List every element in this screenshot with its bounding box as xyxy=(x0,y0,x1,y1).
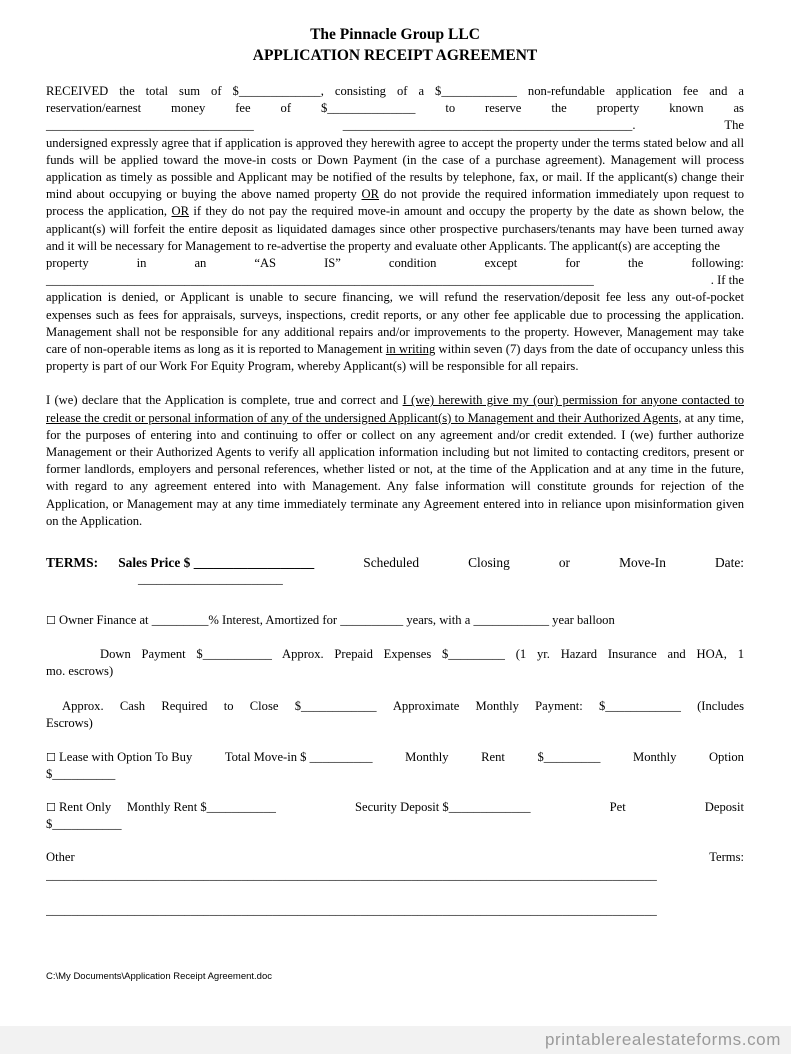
received-line-2: reservation/earnest money fee of $______________ to reserve the property known as xyxy=(46,101,744,116)
received-line-1: RECEIVED the total sum of $_____________, consisting of a $____________ non-refundable application fee and a xyxy=(46,84,744,98)
down-payment-line-2: mo. escrows) xyxy=(46,663,114,678)
terms-label: TERMS: xyxy=(46,555,99,571)
checkbox-icon[interactable]: ☐ xyxy=(46,800,56,814)
lease-block xyxy=(46,749,744,783)
received-body-2: application is denied, or Applicant is unable to secure financing, we will refund the reservation/deposit fee less any out-of-pocket expenses such as fees for appraisals, surveys, inspections, credit reports, or any other fee applicable due to processing the application. Management shall not be responsible for any additional repairs and/or improvements to the property. However, Management may take care of non-operable items as long as it is reported to Management in writing within seven (7) days from the date of occupancy unless this property is part of our Work For Equity Program, whereby Applicant(s) will be responsible for all repairs. xyxy=(46,290,744,374)
date-label: Date: xyxy=(714,555,744,571)
lease-line-2: $__________ xyxy=(46,766,116,781)
move-in-label: Move-In xyxy=(619,555,666,571)
other-field-2[interactable]: _________________________________________________________________________________________________ xyxy=(46,902,657,917)
move-in-date-field[interactable]: _______________________ xyxy=(138,572,283,587)
closing-label: Closing xyxy=(468,555,510,571)
received-line-as-is: property in an “AS IS” condition except for the following: xyxy=(46,256,744,271)
checkbox-icon[interactable]: ☐ xyxy=(46,614,56,628)
document-page xyxy=(46,24,744,919)
cash-line: Approx. Cash Required to Close $____________ Approximate Monthly Payment: $____________ (Includes xyxy=(62,699,744,714)
owner-finance-row xyxy=(46,612,744,629)
sales-price-field[interactable]: __________________ xyxy=(193,555,315,571)
other-block xyxy=(46,849,744,919)
owner-finance-line: Owner Finance at _________% Interest, Amortized for __________ years, with a ____________ year balloon xyxy=(59,613,615,628)
document-title: APPLICATION RECEIPT AGREEMENT xyxy=(252,47,538,64)
paragraph-declaration: I (we) declare that the Application is complete, true and correct and I (we) herewith give my (our) permission for anyone contacted to release the credit or personal information of any of the undersigned Applicant(s) to Management and their Authorized Agents, at any time, for the purposes of entering into and continuing to offer or collect on any agreement and/or credit extended. I (we) further authorize Management or their Authorized Agents to verify all application information including but not limited to contacting creditors, present or former landlords, employers and personal references, whether listed or not, at the time of the Application and at any time in the future, with regard to any agreement entered into with Management. Any false information will constitute grounds for rejection of the Application, or Management may at any time immediately terminate any Agreement entered into in reliance upon misinformation given on the Application. xyxy=(46,393,745,528)
lease-line: ☐ Lease with Option To Buy Total Move-in $ __________ Monthly Rent $_________ Monthly Option xyxy=(46,749,744,766)
company-name: The Pinnacle Group LLC xyxy=(310,26,480,43)
scheduled-label: Scheduled xyxy=(363,555,420,571)
rent-line: ☐ Rent Only Monthly Rent $___________ Security Deposit $_____________ Pet Deposit xyxy=(46,799,744,816)
received-line-3: _________________________________ ______________________________________________. The xyxy=(46,118,744,133)
received-line-following: _______________________________________________________________________________________ . If the xyxy=(46,273,744,288)
checkbox-icon[interactable]: ☐ xyxy=(46,750,56,764)
other-label: Other xyxy=(46,850,75,865)
down-payment-block xyxy=(46,646,744,680)
paragraph-received xyxy=(46,83,744,375)
rent-block xyxy=(46,799,744,833)
cash-line-2: Escrows) xyxy=(46,716,93,731)
or-label: or xyxy=(558,555,570,571)
received-body-1: undersigned expressly agree that if application is approved they herewith agree to accept the property under the terms stated below and all funds will be applied toward the move-in costs or Down Payment (in the case of a purchase agreement). Management will process application as timely as possible and Applicant may be notified of the results by telephone, fax, or mail. If the applicant(s) change their mind about occupying or buying the above named property OR do not provide the required information immediately upon request to process the application, OR if they do not pay the required move-in amount and occupy the property by the date as shown below, the applicant(s) will forfeit the entire deposit as liquidated damages since other prospective purchasers/tenants may have been turned away and it will be necessary for Management to re-advertise the property and evaluate other Applicants. The applicant(s) are accepting the xyxy=(46,135,744,253)
other-line xyxy=(46,849,744,866)
down-payment-line: Down Payment $___________ Approx. Prepaid Expenses $_________ (1 yr. Hazard Insurance and HOA, 1 xyxy=(100,646,744,661)
file-path: C:\My Documents\Application Receipt Agreement.doc xyxy=(46,971,272,982)
sales-price-label: Sales Price $ xyxy=(118,555,191,571)
rent-line-2: $___________ xyxy=(46,817,122,832)
terms-label-2: Terms: xyxy=(709,850,744,865)
other-field-1[interactable]: _________________________________________________________________________________________________ xyxy=(46,867,657,882)
cash-block xyxy=(46,698,744,732)
terms-row xyxy=(46,554,744,571)
watermark: printablerealestateforms.com xyxy=(544,1030,781,1049)
